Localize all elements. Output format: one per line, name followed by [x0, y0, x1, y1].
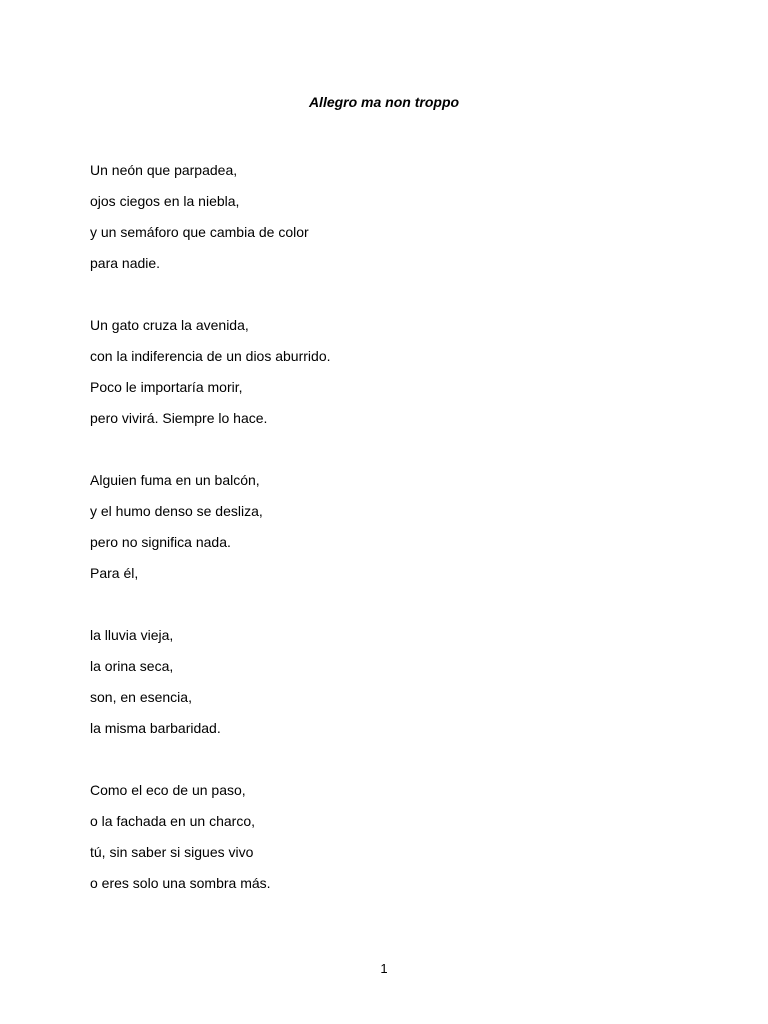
poem-line: Un neón que parpadea,: [90, 162, 238, 178]
poem-line: Poco le importaría morir,: [90, 379, 243, 395]
stanza-2: [90, 310, 690, 434]
poem-line: Un gato cruza la avenida,: [90, 317, 249, 333]
poem-line: la lluvia vieja,: [90, 627, 174, 643]
page-number: 1: [380, 961, 388, 976]
poem-line: Para él,: [90, 565, 139, 581]
stanza-3: [90, 465, 690, 589]
poem-line: Alguien fuma en un balcón,: [90, 472, 260, 488]
poem-line: y el humo denso se desliza,: [90, 503, 263, 519]
stanza-4: [90, 620, 690, 744]
poem-title: Allegro ma non troppo: [308, 94, 460, 110]
poem-line: con la indiferencia de un dios aburrido.: [90, 348, 331, 364]
poem-line: la misma barbaridad.: [90, 720, 221, 736]
stanza-5: [90, 775, 690, 899]
poem-body: [90, 155, 690, 930]
poem-line: y un semáforo que cambia de color: [90, 224, 309, 240]
poem-line: ojos ciegos en la niebla,: [90, 193, 240, 209]
poem-line: para nadie.: [90, 255, 161, 271]
poem-line: tú, sin saber si sigues vivo: [90, 844, 254, 860]
poem-line: la orina seca,: [90, 658, 174, 674]
poem-line: pero vivirá. Siempre lo hace.: [90, 410, 268, 426]
poem-line: Como el eco de un paso,: [90, 782, 246, 798]
poem-line: pero no significa nada.: [90, 534, 231, 550]
poem-line: son, en esencia,: [90, 689, 192, 705]
poem-line: o la fachada en un charco,: [90, 813, 256, 829]
poem-line: o eres solo una sombra más.: [90, 875, 271, 891]
stanza-1: [90, 155, 690, 279]
